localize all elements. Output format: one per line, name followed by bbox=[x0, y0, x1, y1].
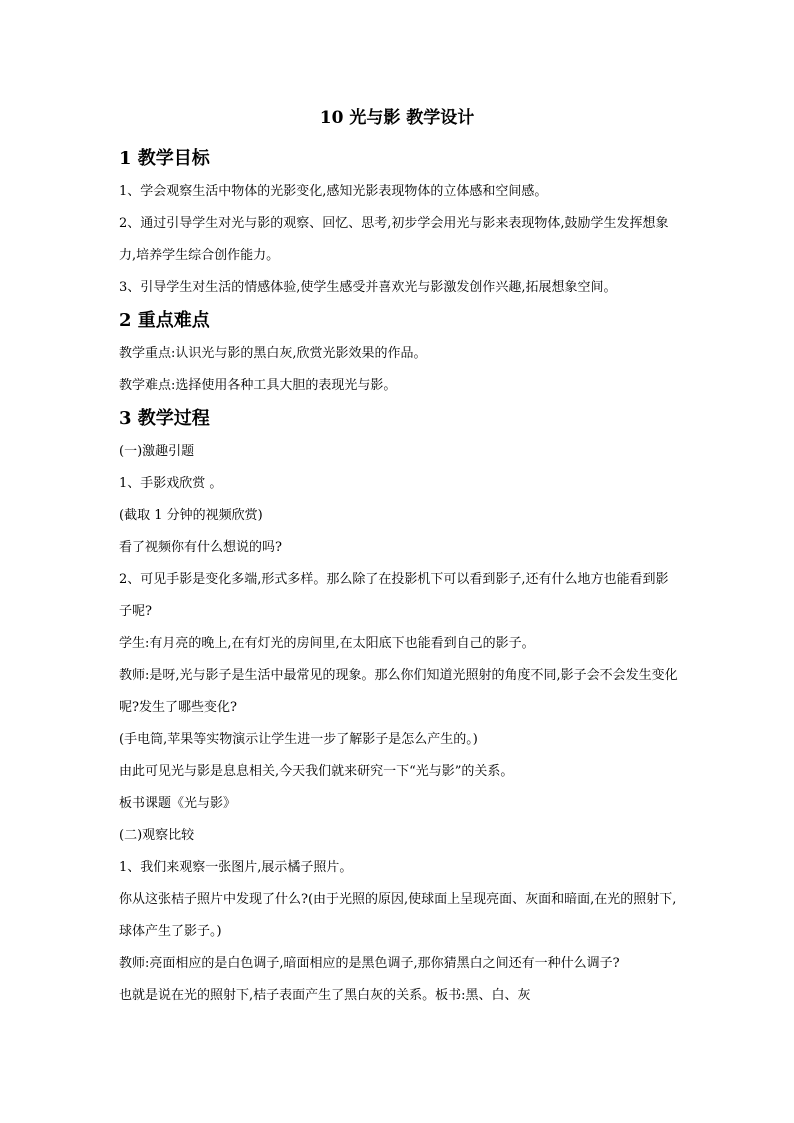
paragraph: 3、引导学生对生活的情感体验,使学生感受并喜欢光与影激发创作兴趣,拓展想象空间。 bbox=[119, 280, 617, 295]
paragraph: 教师:亮面相应的是白色调子,暗面相应的是黑色调子,那你猜黑白之间还有一种什么调子? bbox=[119, 956, 620, 971]
section-teaching-goals bbox=[119, 142, 679, 304]
section-key-points bbox=[119, 304, 679, 402]
section-heading: 2 重点难点 bbox=[119, 310, 210, 331]
section-teaching-process bbox=[119, 402, 679, 1012]
paragraph: 也就是说在光的照射下,桔子表面产生了黑白灰的关系。板书:黑、白、灰 bbox=[119, 988, 531, 1003]
section-heading: 3 教学过程 bbox=[119, 408, 210, 429]
paragraph: (手电筒,苹果等实物演示让学生进一步了解影子是怎么产生的。) bbox=[119, 732, 478, 747]
document-body bbox=[119, 142, 679, 1012]
paragraph: (二)观察比较 bbox=[119, 828, 195, 843]
section-heading: 1 教学目标 bbox=[119, 148, 210, 169]
paragraph: 教学难点:选择使用各种工具大胆的表现光与影。 bbox=[119, 378, 397, 393]
document-title: 10 光与影 教学设计 bbox=[319, 108, 475, 128]
paragraph: (截取 1 分钟的视频欣赏) bbox=[119, 508, 263, 523]
paragraph: 1、我们来观察一张图片,展示橘子照片。 bbox=[119, 860, 353, 875]
paragraph: 看了视频你有什么想说的吗? bbox=[119, 540, 282, 555]
paragraph: 你从这张桔子照片中发现了什么?(由于光照的原因,使球面上呈现亮面、灰面和暗面,在光的照射下,球体产生了影子。) bbox=[119, 892, 677, 939]
paragraph: 2、通过引导学生对光与影的观察、回忆、思考,初步学会用光与影来表现物体,鼓励学生发挥想象力,培养学生综合创作能力。 bbox=[119, 216, 669, 263]
paragraph: 教学重点:认识光与影的黑白灰,欣赏光影效果的作品。 bbox=[119, 346, 427, 361]
paragraph: 板书课题《光与影》 bbox=[119, 796, 237, 811]
paragraph: 2、可见手影是变化多端,形式多样。那么除了在投影机下可以看到影子,还有什么地方也能看到影子呢? bbox=[119, 572, 669, 619]
paragraph: 1、学会观察生活中物体的光影变化,感知光影表现物体的立体感和空间感。 bbox=[119, 184, 548, 199]
paragraph: (一)激趣引题 bbox=[119, 444, 195, 459]
paragraph: 教师:是呀,光与影子是生活中最常见的现象。那么你们知道光照射的角度不同,影子会不会发生变化呢?发生了哪些变化? bbox=[119, 668, 678, 715]
paragraph: 1、手影戏欣赏 。 bbox=[119, 476, 223, 491]
paragraph: 由此可见光与影是息息相关,今天我们就来研究一下“光与影”的关系。 bbox=[119, 764, 514, 779]
paragraph: 学生:有月亮的晚上,在有灯光的房间里,在太阳底下也能看到自己的影子。 bbox=[119, 636, 535, 651]
